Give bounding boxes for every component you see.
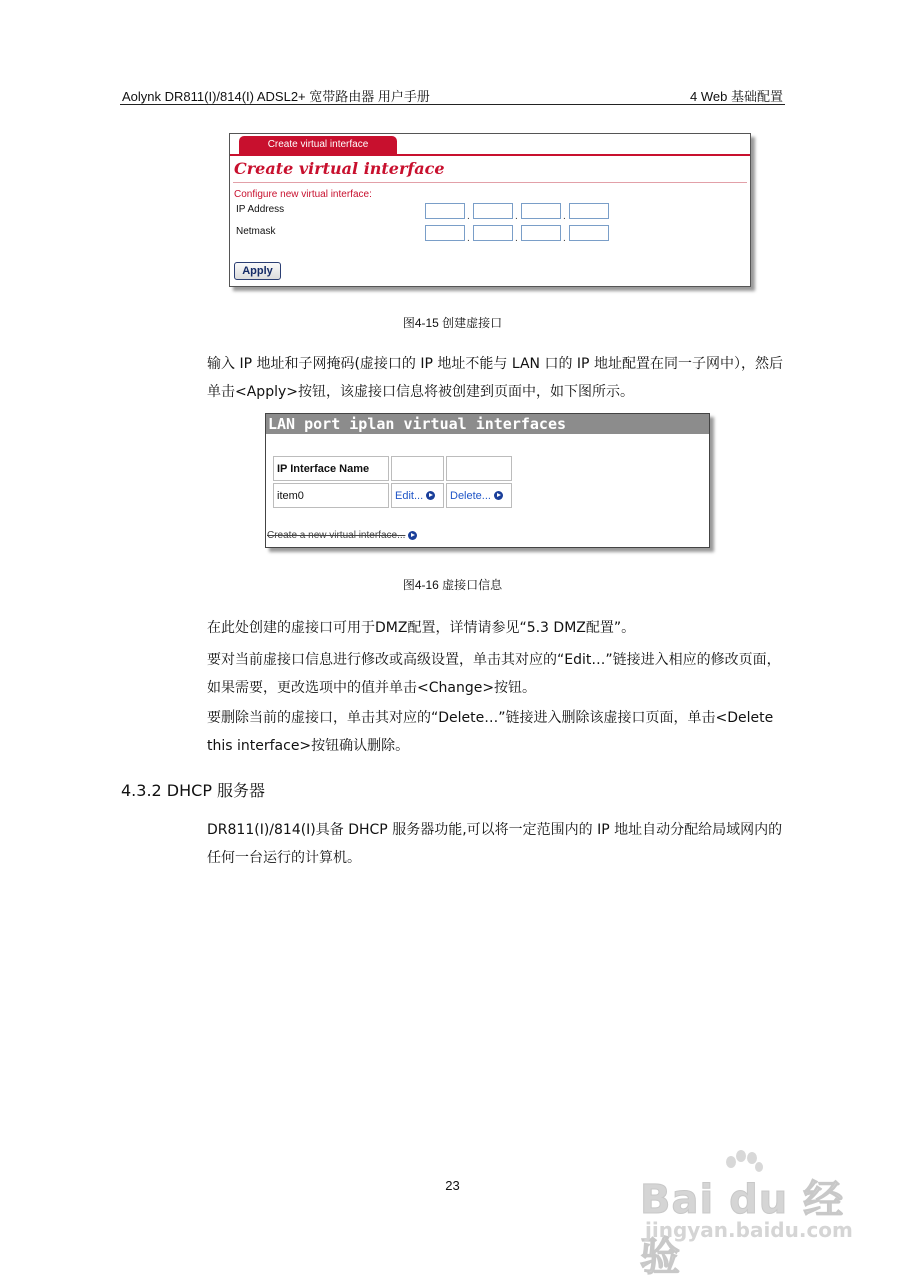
watermark-logo: Bai du 经验 [640, 1177, 845, 1280]
tab-underline [230, 154, 750, 156]
figure-caption-4-15: 图4-15 创建虚接口 [402, 316, 503, 330]
interfaces-table [271, 454, 514, 510]
section-heading: 4.3.2 DHCP 服务器 [121, 781, 266, 800]
arrow-right-icon[interactable] [494, 491, 503, 500]
paragraph-edit: 要对当前虚接口信息进行修改或高级设置，单击其对应的“Edit…”链接进入相应的修改页面，如果需要，更改选项中的值并单击<Change>按钮。 [207, 652, 781, 696]
virtual-interfaces-panel [265, 413, 710, 548]
netmask-octet-4[interactable] [569, 225, 609, 241]
netmask-octet-2[interactable] [473, 225, 513, 241]
interface-name-cell: item0 [273, 483, 389, 508]
arrow-right-icon[interactable] [408, 531, 417, 540]
delete-link[interactable] [446, 483, 512, 508]
netmask-octet-3[interactable] [521, 225, 561, 241]
column-header-ip-interface-name: IP Interface Name [273, 456, 389, 481]
baidu-watermark [635, 1150, 865, 1280]
paragraph-delete: 要删除当前的虚接口，单击其对应的“Delete…”链接进入删除该虚接口页面，单击<Delete this interface>按钮确认删除。 [207, 710, 774, 754]
panel-title: LAN port iplan virtual interfaces [266, 414, 709, 434]
ip-address-octet-3[interactable] [521, 203, 561, 219]
ip-address-label: IP Address [236, 204, 285, 215]
header-chapter: 4 Web 基础配置 [690, 89, 783, 104]
octet-separator: . [467, 211, 470, 222]
paragraph-dmz: 在此处创建的虚接口可用于DMZ配置，详情请参见“5.3 DMZ配置”。 [207, 620, 636, 636]
edit-link-label[interactable]: Edit... [395, 489, 424, 502]
figure-caption-4-16: 图4-16 虚接口信息 [402, 578, 503, 592]
header-title: Aolynk DR811(I)/814(I) ADSL2+ 宽带路由器 用户手册 [122, 89, 430, 104]
octet-separator: . [563, 211, 566, 222]
ip-address-octet-1[interactable] [425, 203, 465, 219]
octet-separator: . [563, 233, 566, 244]
netmask-label: Netmask [236, 226, 276, 237]
paragraph-enter-ip: 输入 IP 地址和子网掩码(虚接口的 IP 地址不能与 LAN 口的 IP 地址配置在同一子网中），然后单击<Apply>按钮，该虚接口信息将被创建到页面中，如下图所示。 [207, 356, 783, 400]
octet-separator: . [515, 233, 518, 244]
octet-separator: . [515, 211, 518, 222]
create-new-interface-label[interactable]: Create a new virtual interface... [267, 530, 406, 541]
column-header-empty [391, 456, 444, 481]
table-row [273, 483, 512, 508]
title-divider [233, 182, 747, 183]
table-header-row [273, 456, 512, 481]
panel-title: Create virtual interface [234, 159, 445, 178]
octet-separator: . [467, 233, 470, 244]
page-number: 23 [445, 1178, 460, 1193]
create-new-interface-link[interactable] [267, 530, 417, 541]
watermark-url: jingyan.baidu.com [645, 1218, 853, 1242]
delete-link-label[interactable]: Delete... [450, 489, 491, 502]
create-virtual-interface-panel [229, 133, 751, 287]
ip-address-octet-4[interactable] [569, 203, 609, 219]
configure-label: Configure new virtual interface: [234, 189, 372, 200]
column-header-empty [446, 456, 512, 481]
paragraph-dhcp: DR811(I)/814(I)具备 DHCP 服务器功能,可以将一定范围内的 IP 地址自动分配给局域网内的任何一台运行的计算机。 [207, 822, 783, 866]
netmask-octet-1[interactable] [425, 225, 465, 241]
header-divider [120, 104, 785, 105]
apply-button[interactable]: Apply [234, 262, 281, 280]
arrow-right-icon[interactable] [426, 491, 435, 500]
edit-link[interactable] [391, 483, 444, 508]
tab-create-virtual-interface[interactable]: Create virtual interface [239, 136, 397, 154]
ip-address-octet-2[interactable] [473, 203, 513, 219]
